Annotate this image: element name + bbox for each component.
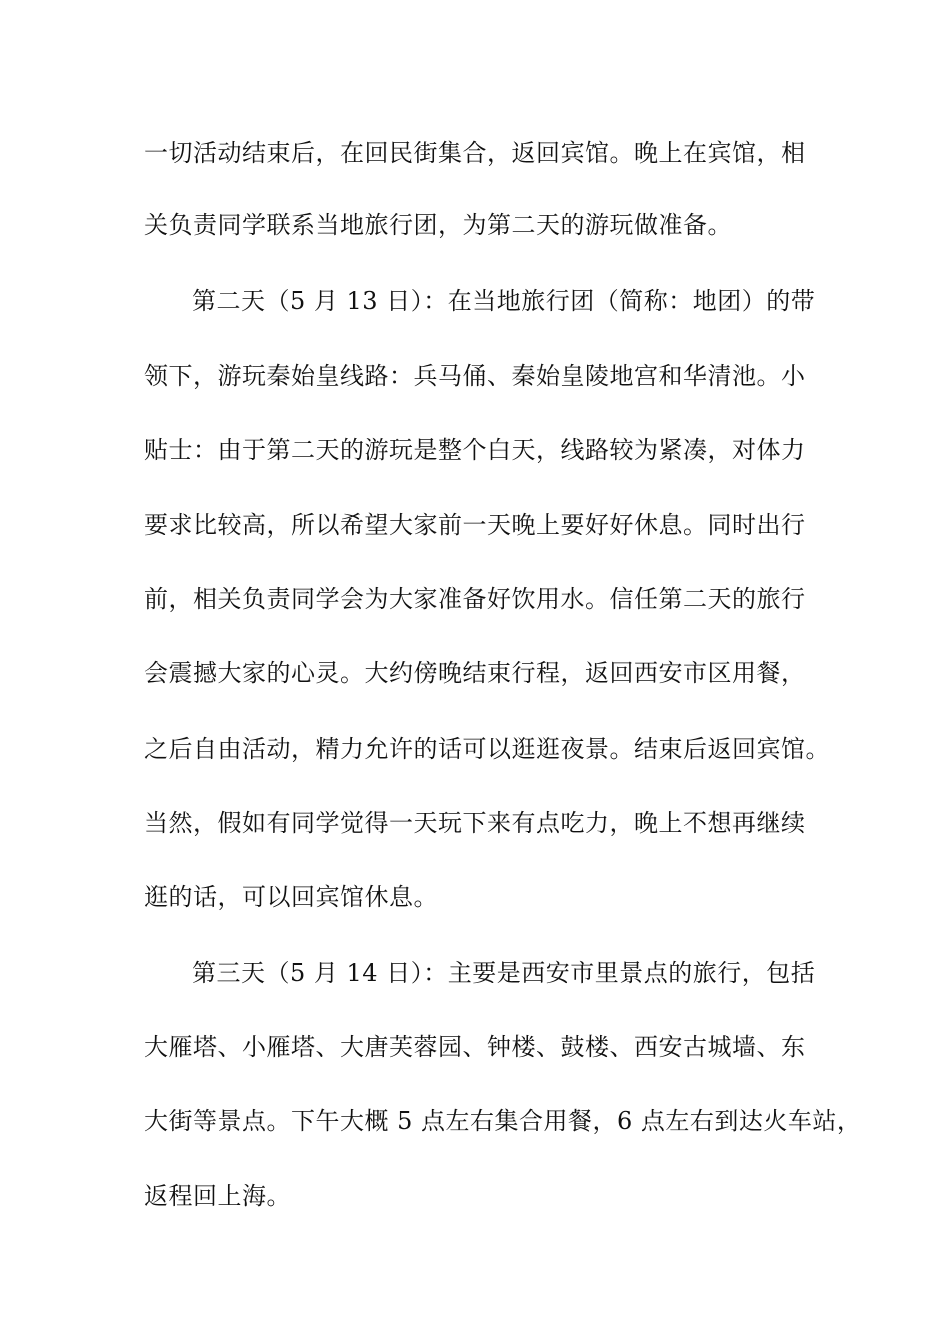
- paragraph-day2-line-1: 第二天（5 月 13 日）：在当地旅行团（简称：地团）的带: [192, 287, 816, 315]
- text-line-6: 要求比较高，所以希望大家前一天晚上要好好休息。同时出行: [144, 511, 806, 539]
- text-line-4: 领下，游玩秦始皇线路：兵马俑、秦始皇陵地宫和华清池。小: [144, 362, 806, 390]
- text-line-8: 会震撼大家的心灵。大约傍晚结束行程，返回西安市区用餐，: [144, 659, 806, 687]
- text-line-10: 当然，假如有同学觉得一天玩下来有点吃力，晚上不想再继续: [144, 809, 806, 837]
- text-line-9: 之后自由活动，精力允许的话可以逛逛夜景。结束后返回宾馆。: [144, 735, 830, 763]
- text-line-15: 返程回上海。: [144, 1182, 291, 1210]
- text-line-13: 大雁塔、小雁塔、大唐芙蓉园、钟楼、鼓楼、西安古城墙、东: [144, 1033, 806, 1061]
- text-line-1: 一切活动结束后，在回民街集合，返回宾馆。晚上在宾馆，相: [144, 139, 806, 167]
- text-line-2: 关负责同学联系当地旅行团，为第二天的游玩做准备。: [144, 211, 732, 239]
- text-line-5: 贴士：由于第二天的游玩是整个白天，线路较为紧凑，对体力: [144, 436, 806, 464]
- text-line-11: 逛的话，可以回宾馆休息。: [144, 883, 438, 911]
- text-line-14: 大街等景点。下午大概 5 点左右集合用餐，6 点左右到达火车站，: [144, 1107, 862, 1135]
- text-line-7: 前，相关负责同学会为大家准备好饮用水。信任第二天的旅行: [144, 585, 806, 613]
- paragraph-day3-line-1: 第三天（5 月 14 日）：主要是西安市里景点的旅行，包括: [192, 959, 816, 987]
